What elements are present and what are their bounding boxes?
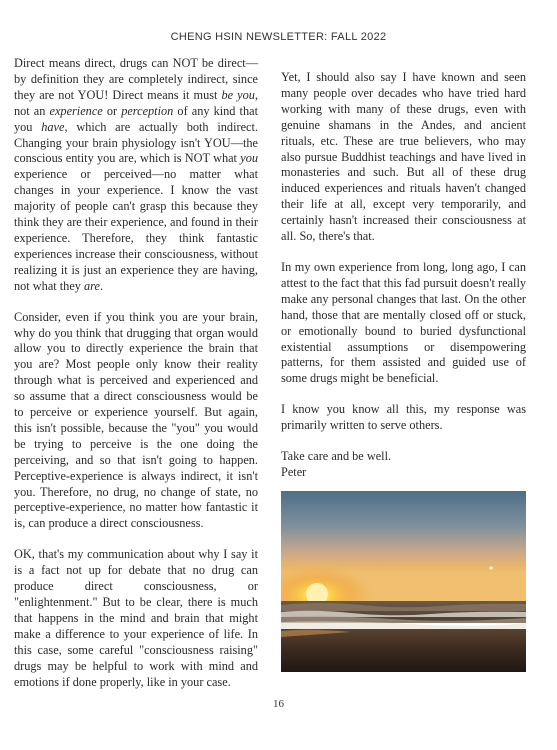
moon-dot <box>489 566 492 569</box>
paragraph-direct-means-direct: Direct means direct, drugs can NOT be direct—by definition they are completely indirect, since they are not YOU! Direct means it must be you, not an experience or perception of any kind that you have, which are actually both indirect. Changing your brain physiology isn't YOU—the conscious entity you are, which is NOT what you experience or perceived—no matter what changes in your experience. I know the vast majority of people can't grasp this because they think they are their experience, and found in their experience. Therefore, they think fantastic experiences increase their consciousness, without realizing it is just an experience they are having, not what they are. <box>14 56 259 293</box>
right-column <box>281 70 526 481</box>
newsletter-header: CHENG HSIN NEWSLETTER: FALL 2022 <box>170 31 387 43</box>
paragraph-shamans: Yet, I should also say I have known and seen many people over decades who have tried hard working with many of these drugs, even with genuine shamans in the Andes, and ancient rituals, etc. These are true believers, who may also pursue Buddhist teachings and have lived in monasteries and such. But all of these drug induced experiences and rituals haven't changed their life at all, except very temporarily, and certainly hasn't increased their consciousness at all. So, there's that. <box>281 70 526 244</box>
paragraph-own-experience: In my own experience from long, long ago, I can attest to the fact that this fad pursuit doesn't really make any personal changes that last. On the other hand, those that are mentally closed off or stuck, or emotionally bound to buried dysfunctional existential assumptions or disempowering patterns, for them assisted and guided use of some drugs might be beneficial. <box>281 259 527 386</box>
left-column <box>14 56 258 690</box>
paragraph-serve-others: I know you know all this, my response was primarily written to serve others. <box>281 402 526 433</box>
paragraph-communication: OK, that's my communication about why I say it is a fact not up for debate that no drug can produce direct consciousness, or "enlightenment." But to be clear, there is much that happens in the mind and brain that might make a difference to your experience of life. In this case, some careful "consciousness raising" drugs may be helpful to work with mind and emotions if done properly, like in your case. <box>14 547 258 689</box>
closing-line: Take care and be well. <box>281 449 392 464</box>
signature: Peter <box>281 464 307 479</box>
sunset-beach-photo <box>281 491 526 672</box>
sunset-illustration <box>281 491 526 672</box>
paragraph-consider: Consider, even if you think you are your brain, why do you think that drugging that organ would allow you to directly experience the brain that you are? Most people only know their reality through what is perceived and experienced and so assume that a direct consciousness would be to perceive or experience yourself. But again, this isn't possible, because the "you" you would be trying to perceive is the one doing the perceiving, and so that isn't going to happen. Perceptive-experience is always indirect, it isn't you. Therefore, no drug, no change of state, no perceptive-experience, no matter how fantastic it is, can produce a direct consciousness. <box>14 309 258 531</box>
page-number: 16 <box>273 698 284 710</box>
